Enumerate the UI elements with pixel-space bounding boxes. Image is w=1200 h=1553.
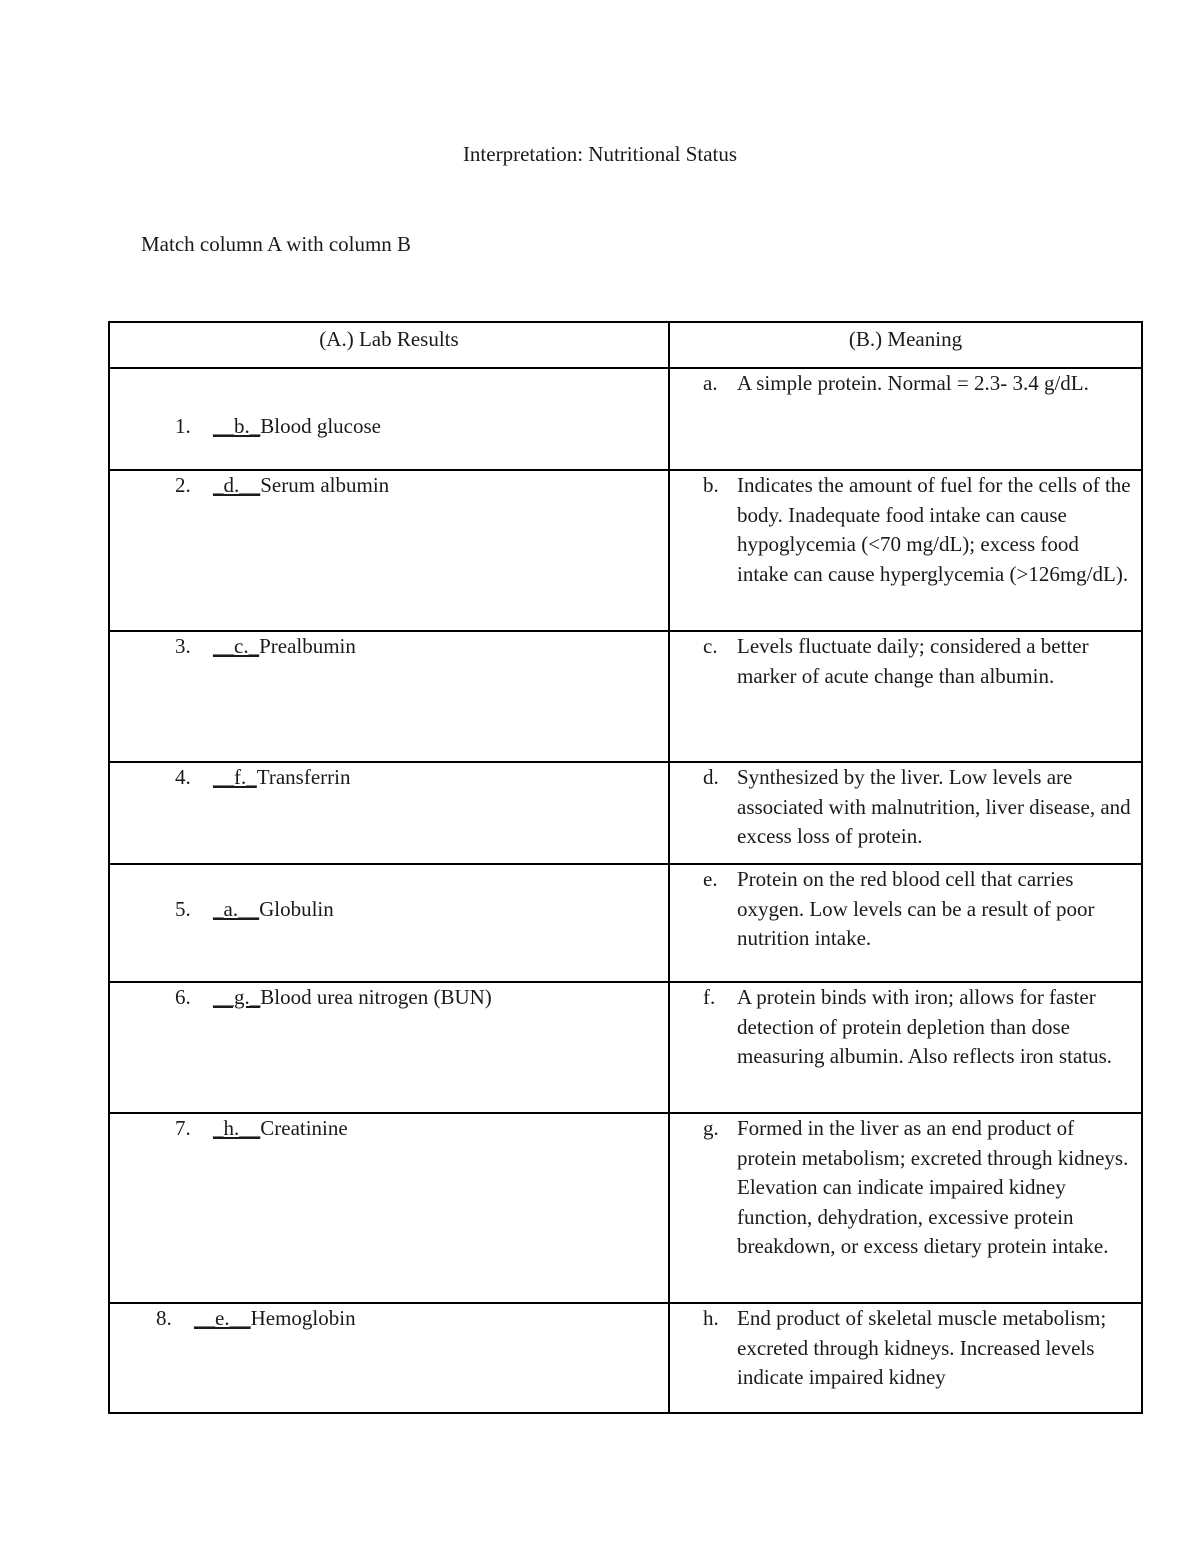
meaning-cell xyxy=(669,470,1142,631)
lab-name: Serum albumin xyxy=(260,473,390,497)
answer-blank[interactable]: _a.__ xyxy=(213,897,260,921)
lab-name: Transferrin xyxy=(256,765,351,789)
meaning-cell xyxy=(669,368,1142,470)
lab-name: Blood urea nitrogen (BUN) xyxy=(260,985,492,1009)
meaning-text: A simple protein. Normal = 2.3- 3.4 g/dL. xyxy=(737,371,1089,395)
answer-blank[interactable]: _h.__ xyxy=(213,1116,261,1140)
lab-name: Hemoglobin xyxy=(250,1306,356,1330)
table-header-row xyxy=(109,322,1142,368)
table-row xyxy=(109,1113,1142,1303)
meaning-letter: a. xyxy=(703,371,718,395)
page-title: Interpretation: Nutritional Status xyxy=(462,142,738,166)
lab-result-cell xyxy=(109,762,669,864)
meaning-letter: f. xyxy=(703,985,716,1009)
lab-result-cell xyxy=(109,1303,669,1413)
lab-result-cell xyxy=(109,470,669,631)
table-row xyxy=(109,762,1142,864)
meaning-letter: g. xyxy=(703,1116,719,1140)
meaning-cell xyxy=(669,864,1142,982)
lab-name: Globulin xyxy=(259,897,334,921)
lab-name: Prealbumin xyxy=(259,634,356,658)
meaning-cell xyxy=(669,1303,1142,1413)
table-row xyxy=(109,631,1142,762)
table-row xyxy=(109,368,1142,470)
lab-result-cell xyxy=(109,631,669,762)
lab-result-cell xyxy=(109,982,669,1113)
item-number: 1. xyxy=(175,414,191,438)
table-row xyxy=(109,982,1142,1113)
item-number: 4. xyxy=(175,765,191,789)
lab-result-item xyxy=(175,632,356,662)
meaning-letter: c. xyxy=(703,634,718,658)
lab-result-item xyxy=(156,1304,356,1334)
column-a-header: (A.) Lab Results xyxy=(109,322,669,368)
meaning-letter: d. xyxy=(703,765,719,789)
meaning-item xyxy=(670,983,1141,1072)
lab-name: Creatinine xyxy=(260,1116,348,1140)
item-number: 5. xyxy=(175,897,191,921)
meaning-item xyxy=(670,1114,1141,1262)
table-row xyxy=(109,470,1142,631)
lab-name: Blood glucose xyxy=(260,414,381,438)
lab-result-item xyxy=(175,471,389,501)
answer-blank[interactable]: __g._ xyxy=(213,985,261,1009)
lab-result-item xyxy=(175,763,350,793)
lab-result-cell xyxy=(109,864,669,982)
meaning-item xyxy=(670,763,1141,852)
answer-blank[interactable]: __c._ xyxy=(213,634,260,658)
table-row xyxy=(109,1303,1142,1413)
item-number: 7. xyxy=(175,1116,191,1140)
meaning-letter: e. xyxy=(703,867,718,891)
meaning-item xyxy=(670,632,1141,691)
meaning-cell xyxy=(669,1113,1142,1303)
meaning-letter: b. xyxy=(703,473,719,497)
meaning-text: Synthesized by the liver. Low levels are associated with malnutrition, liver disease, and excess loss of protein. xyxy=(737,765,1131,848)
instructions-text: Match column A with column B xyxy=(141,232,412,256)
meaning-item xyxy=(670,865,1141,954)
lab-result-cell xyxy=(109,368,669,470)
answer-blank[interactable]: _d.__ xyxy=(213,473,261,497)
lab-result-item xyxy=(175,983,492,1013)
meaning-item xyxy=(670,1304,1141,1393)
answer-blank[interactable]: __f._ xyxy=(213,765,257,789)
lab-result-item xyxy=(175,1114,348,1144)
item-number: 8. xyxy=(156,1306,172,1330)
lab-result-item xyxy=(175,895,334,925)
meaning-item xyxy=(670,471,1141,589)
answer-blank[interactable]: __e.__ xyxy=(194,1306,251,1330)
column-b-header: (B.) Meaning xyxy=(669,322,1142,368)
meaning-text: A protein binds with iron; allows for faster detection of protein depletion than dose measuring albumin. Also reflects iron status. xyxy=(737,985,1113,1068)
lab-result-cell xyxy=(109,1113,669,1303)
meaning-text: End product of skeletal muscle metabolism; excreted through kidneys. Increased levels indicate impaired kidney xyxy=(737,1306,1107,1389)
table-row xyxy=(109,864,1142,982)
item-number: 3. xyxy=(175,634,191,658)
item-number: 6. xyxy=(175,985,191,1009)
meaning-text: Levels fluctuate daily; considered a better marker of acute change than albumin. xyxy=(737,634,1089,688)
meaning-text: Formed in the liver as an end product of protein metabolism; excreted through kidneys. Elevation can indicate impaired kidney function, dehydration, excessive protein breakdown, or excess dietary protein intake. xyxy=(737,1116,1129,1258)
meaning-text: Protein on the red blood cell that carries oxygen. Low levels can be a result of poor nutrition intake. xyxy=(737,867,1095,950)
meaning-item xyxy=(670,369,1141,399)
answer-blank[interactable]: __b._ xyxy=(213,414,261,438)
meaning-letter: h. xyxy=(703,1306,719,1330)
meaning-text: Indicates the amount of fuel for the cells of the body. Inadequate food intake can cause hypoglycemia (<70 mg/dL); excess food intake can cause hyperglycemia (>126mg/dL). xyxy=(737,473,1131,586)
meaning-cell xyxy=(669,762,1142,864)
item-number: 2. xyxy=(175,473,191,497)
lab-result-item xyxy=(175,412,381,442)
meaning-cell xyxy=(669,631,1142,762)
matching-table xyxy=(108,321,1143,1414)
meaning-cell xyxy=(669,982,1142,1113)
